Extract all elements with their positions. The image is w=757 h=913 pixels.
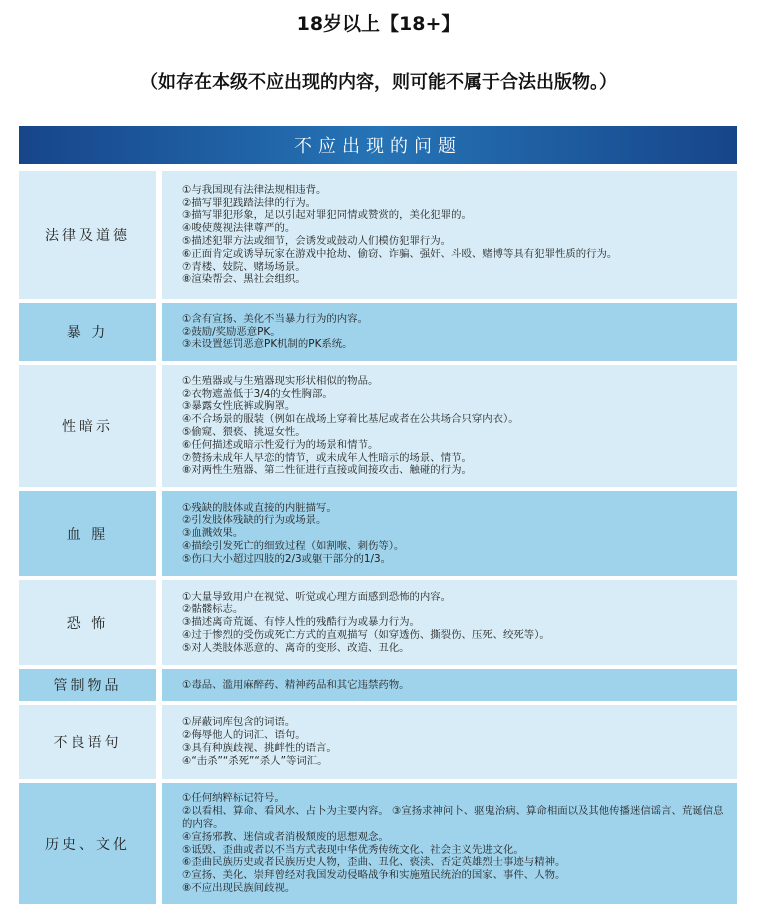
list-item: ③血溅效果。 xyxy=(182,527,244,540)
list-item: ①毒品、滥用麻醉药、精神药品和其它违禁药物。 xyxy=(182,678,410,691)
list-item: ⑧不应出现民族间歧视。 xyxy=(182,881,296,894)
list-item: ⑥歪曲民族历史或者民族历史人物，歪曲、丑化、亵渎、否定英雄烈士事迹与精神。 xyxy=(182,856,566,869)
category-items xyxy=(162,491,737,576)
list-item: ①生殖器或与生殖器现实形状相似的物品。 xyxy=(182,374,379,387)
list-item: ②以看相、算命、看风水、占卜为主要内容。 ③宣扬求神问卜、驱鬼治病、算命相面以及其他传播迷信谣言、荒诞信息的内容。 xyxy=(182,805,724,830)
table-row-history-culture xyxy=(19,783,737,904)
list-item: ⑧对两性生殖器、第二性征进行直接或间接攻击、触碰的行为。 xyxy=(182,464,472,477)
category-items xyxy=(162,580,737,665)
list-item: ⑤描述犯罪方法或细节，会诱发或鼓动人们模仿犯罪行为。 xyxy=(182,235,452,247)
list-item: ①大量导致用户在视觉、听觉或心理方面感到恐怖的内容。 xyxy=(182,590,452,603)
list-item: ⑤诋毁、歪曲或者以不当方式表现中华优秀传统文化、社会主义先进文化。 xyxy=(182,843,524,856)
category-items xyxy=(162,705,737,779)
category-items xyxy=(162,365,737,487)
category-label: 性暗示 xyxy=(19,365,156,487)
list-item: ③描述离奇荒诞、有悖人性的残酷行为或暴力行为。 xyxy=(182,616,420,629)
list-item: ③暴露女性底裤或胸罩。 xyxy=(182,400,296,413)
table-row-violence xyxy=(19,303,737,361)
list-item: ⑦宣扬、美化、崇拜曾经对我国发动侵略战争和实施殖民统治的国家、事件、人物。 xyxy=(182,869,566,882)
list-item: ④不合场景的服装（例如在战场上穿着比基尼或者在公共场合只穿内衣）。 xyxy=(182,413,519,426)
list-item: ④过于惨烈的受伤或死亡方式的直观描写（如穿透伤、撕裂伤、压死、绞死等）。 xyxy=(182,628,550,641)
list-item: ⑦青楼、妓院、赌场场景。 xyxy=(182,260,306,273)
list-item: ②描写罪犯践踏法律的行为。 xyxy=(182,196,317,209)
table-row-controlled-items xyxy=(19,669,737,701)
list-item: ④宣扬邪教、迷信或者消极颓废的思想观念。 xyxy=(182,830,389,843)
list-item: ①含有宣扬、美化不当暴力行为的内容。 xyxy=(182,312,368,325)
category-items xyxy=(162,669,737,701)
list-item: ①任何纳粹标记符号。 xyxy=(182,792,285,805)
category-label: 管制物品 xyxy=(19,669,156,701)
list-item: ③描写罪犯形象，足以引起对罪犯同情或赞赏的，美化犯罪的。 xyxy=(182,209,472,222)
category-label: 暴 力 xyxy=(19,303,156,361)
list-item: ④“击杀”“杀死”“杀人”等词汇。 xyxy=(182,754,328,767)
list-item: ⑦赞扬未成年人早恋的情节，或未成年人性暗示的场景、情节。 xyxy=(182,451,472,464)
content-rules-table xyxy=(19,171,737,908)
list-item: ②引发肢体残缺的行为或场景。 xyxy=(182,514,327,527)
list-item: ①残缺的肢体或直接的内脏描写。 xyxy=(182,501,337,514)
list-item: ①与我国现有法律法规相违背。 xyxy=(182,183,327,196)
category-items xyxy=(162,303,737,361)
list-item: ④唆使蔑视法律尊严的。 xyxy=(182,222,296,235)
category-label: 不良语句 xyxy=(19,705,156,779)
list-item: ⑤偷窥、猥亵、挑逗女性。 xyxy=(182,426,306,438)
category-items xyxy=(162,171,737,299)
list-item: ④描绘引发死亡的细致过程（如割喉、刺伤等）。 xyxy=(182,539,405,552)
page-subtitle: （如存在本级不应出现的内容，则可能不属于合法出版物。） xyxy=(140,72,617,93)
list-item: ⑧渲染帮会、黑社会组织。 xyxy=(182,273,306,286)
category-label: 法律及道德 xyxy=(19,171,156,299)
list-item: ③具有种族歧视、挑衅性的语言。 xyxy=(182,742,337,754)
list-item: ③未设置惩罚恶意PK机制的PK系统。 xyxy=(182,338,353,351)
table-row-horror xyxy=(19,580,737,665)
list-item: ⑤伤口大小超过四肢的2/3或躯干部分的1/3。 xyxy=(182,552,392,565)
list-item: ⑥任何描述或暗示性爱行为的场景和情节。 xyxy=(182,438,379,451)
category-label: 血 腥 xyxy=(19,491,156,576)
table-header xyxy=(19,126,737,164)
page-title: 18岁以上【18+】 xyxy=(296,13,461,35)
table-row-law-morality xyxy=(19,171,737,299)
list-item: ②侮辱他人的词汇、语句。 xyxy=(182,729,306,742)
category-label: 恐 怖 xyxy=(19,580,156,665)
list-item: ①屏蔽词库包含的词语。 xyxy=(182,716,296,729)
category-items xyxy=(162,783,737,904)
list-item: ②衣物遮盖低于3/4的女性胸部。 xyxy=(182,387,333,400)
table-row-gore xyxy=(19,491,737,576)
list-item: ⑥正面肯定或诱导玩家在游戏中抢劫、偷窃、诈骗、强奸、斗殴、赌博等具有犯罪性质的行为。 xyxy=(182,247,618,260)
list-item: ②鼓励/奖励恶意PK。 xyxy=(182,325,281,338)
category-label: 历史、文化 xyxy=(19,783,156,904)
list-item: ⑤对人类肢体恶意的、离奇的变形、改造、丑化。 xyxy=(182,641,410,654)
table-header-label: 不应出现的问题 xyxy=(294,136,462,157)
list-item: ②骷髅标志。 xyxy=(182,603,244,616)
table-row-sexual-innuendo xyxy=(19,365,737,487)
table-row-bad-language xyxy=(19,705,737,779)
